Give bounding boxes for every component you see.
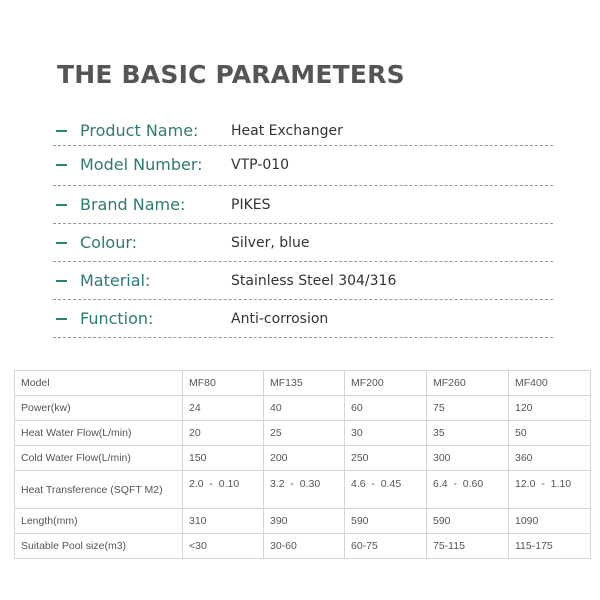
dash-bullet-icon [56, 164, 67, 166]
table-cell: 250 [345, 446, 427, 471]
table-row [15, 421, 591, 446]
page-title: THE BASIC PARAMETERS [57, 60, 405, 89]
table-cell: Model [15, 371, 183, 396]
table-cell: 6.4 - 0.60 [427, 471, 509, 509]
dash-bullet-icon [56, 280, 67, 282]
table-cell: 60 [345, 396, 427, 421]
table-cell: 3.2 - 0.30 [264, 471, 345, 509]
specification-table [14, 370, 591, 559]
param-value: Stainless Steel 304/316 [231, 273, 397, 289]
table-cell: Suitable Pool size(m3) [15, 534, 183, 559]
table-cell: 20 [183, 421, 264, 446]
param-row-colour [53, 224, 553, 262]
param-row-model-number [53, 146, 553, 186]
param-label: Function: [80, 309, 154, 328]
table-cell: Cold Water Flow(L/min) [15, 446, 183, 471]
table-row [15, 446, 591, 471]
table-cell: 30 [345, 421, 427, 446]
table-row [15, 396, 591, 421]
table-cell: Power(kw) [15, 396, 183, 421]
table-cell: MF80 [183, 371, 264, 396]
table-cell: 360 [509, 446, 591, 471]
table-cell: MF200 [345, 371, 427, 396]
table-cell: 35 [427, 421, 509, 446]
table-cell: 590 [345, 509, 427, 534]
table-cell: 150 [183, 446, 264, 471]
param-label: Colour: [80, 233, 138, 252]
dash-bullet-icon [56, 318, 67, 320]
table-cell: 310 [183, 509, 264, 534]
table-cell: MF400 [509, 371, 591, 396]
param-value: Heat Exchanger [231, 123, 343, 139]
param-label: Material: [80, 271, 151, 290]
table-cell: 300 [427, 446, 509, 471]
param-row-brand-name [53, 186, 553, 224]
param-value: Anti-corrosion [231, 311, 329, 327]
table-cell: 200 [264, 446, 345, 471]
param-label: Product Name: [80, 121, 199, 140]
dash-bullet-icon [56, 130, 67, 132]
table-cell: Length(mm) [15, 509, 183, 534]
table-cell: 590 [427, 509, 509, 534]
param-value: VTP-010 [231, 157, 290, 173]
table-cell: 1090 [509, 509, 591, 534]
table-row [15, 471, 591, 509]
table-cell: 50 [509, 421, 591, 446]
table-cell: 390 [264, 509, 345, 534]
table-cell: 24 [183, 396, 264, 421]
table-cell: 2.0 - 0.10 [183, 471, 264, 509]
param-value: Silver, blue [231, 235, 310, 251]
table-cell: MF135 [264, 371, 345, 396]
table-cell: 30-60 [264, 534, 345, 559]
table-cell: 25 [264, 421, 345, 446]
table-row [15, 371, 591, 396]
table-cell: Heat Transference (SQFT M2) [15, 471, 183, 509]
param-value: PIKES [231, 197, 271, 213]
table-row [15, 534, 591, 559]
table-cell: 120 [509, 396, 591, 421]
param-row-function [53, 300, 553, 338]
table-cell: 75 [427, 396, 509, 421]
table-cell: 4.6 - 0.45 [345, 471, 427, 509]
table-cell: <30 [183, 534, 264, 559]
dash-bullet-icon [56, 242, 67, 244]
table-cell: 12.0 - 1.10 [509, 471, 591, 509]
param-label: Model Number: [80, 155, 203, 174]
table-cell: 60-75 [345, 534, 427, 559]
param-label: Brand Name: [80, 195, 186, 214]
table-row [15, 509, 591, 534]
table-cell: MF260 [427, 371, 509, 396]
table-cell: 40 [264, 396, 345, 421]
table-cell: 75-115 [427, 534, 509, 559]
table-cell: Heat Water Flow(L/min) [15, 421, 183, 446]
param-row-product-name [53, 112, 553, 146]
param-row-material [53, 262, 553, 300]
basic-parameters-list [53, 112, 553, 338]
dash-bullet-icon [56, 204, 67, 206]
table-cell: 115-175 [509, 534, 591, 559]
